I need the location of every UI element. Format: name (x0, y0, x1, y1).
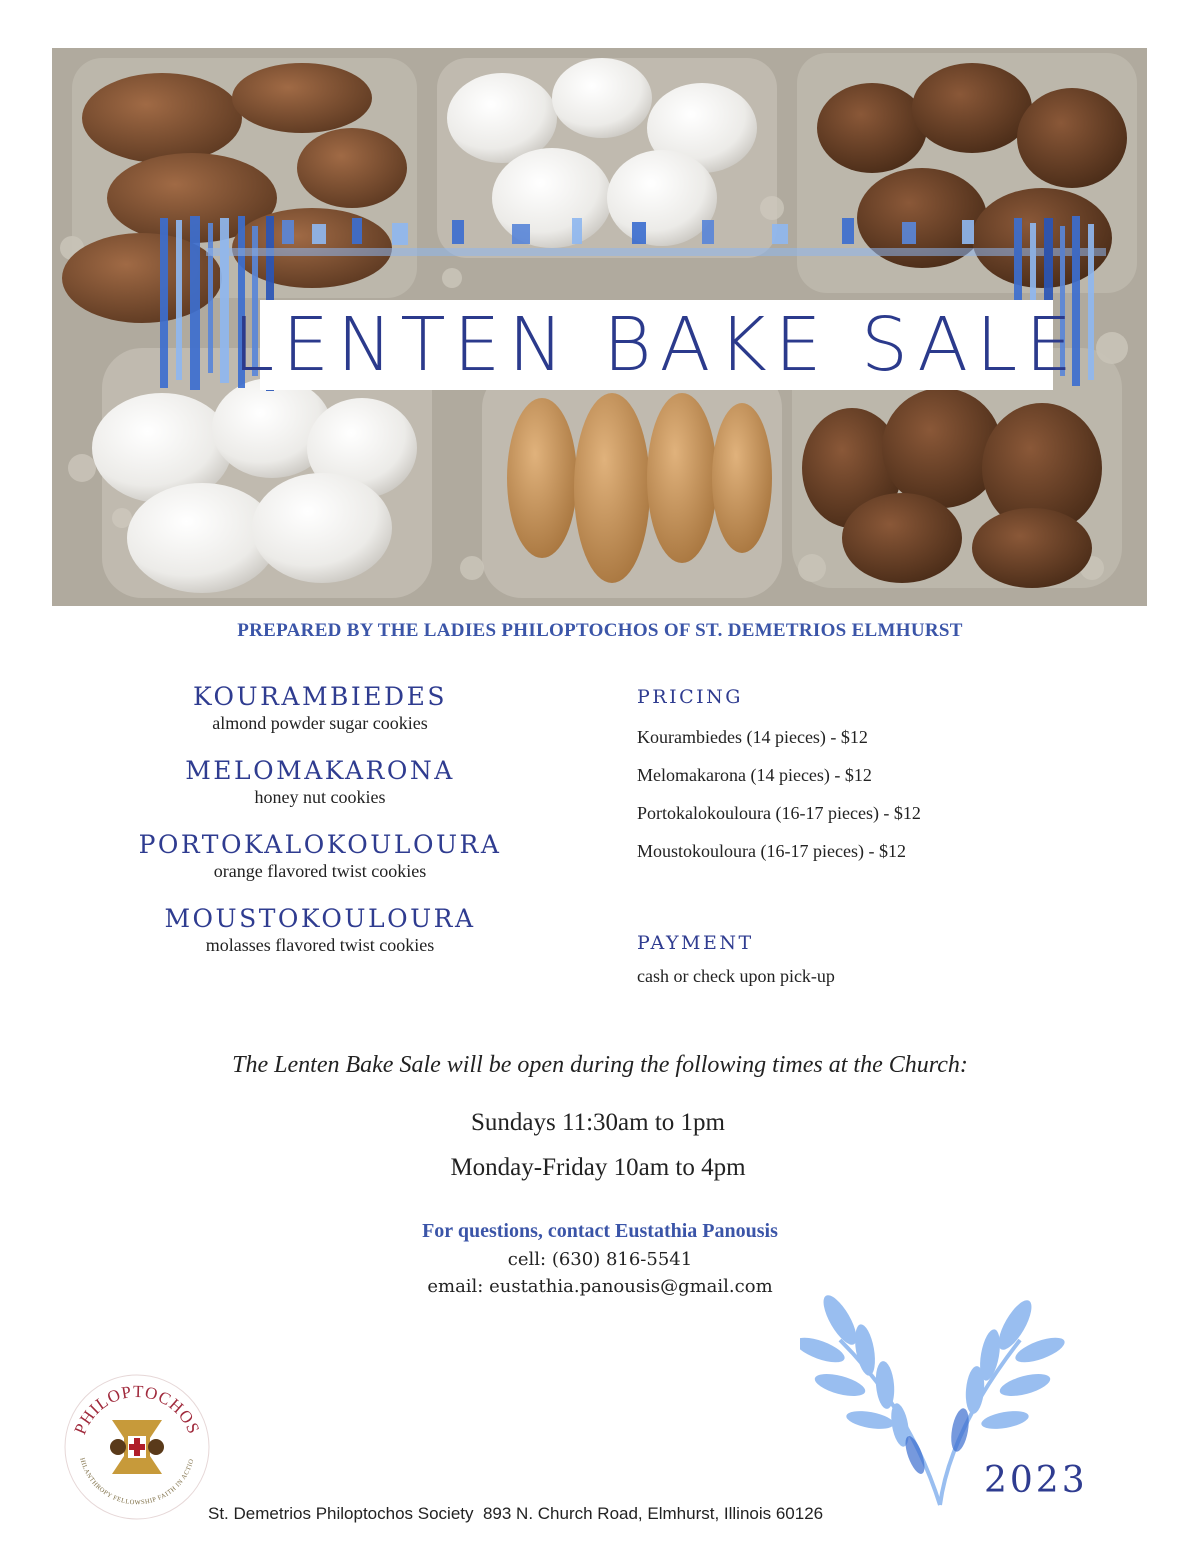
payment-heading: PAYMENT (637, 932, 754, 954)
cookie-description: almond powder sugar cookies (212, 713, 428, 733)
svg-text:PHILOPTOCHOS: PHILOPTOCHOS (70, 1381, 204, 1438)
contact-cell: cell: (630) 816-5541 (507, 1249, 693, 1270)
schedule-intro: The Lenten Bake Sale will be open during the following times at the Church: (232, 1052, 968, 1078)
price-row: Moustokouloura (16-17 pieces) - $12 (637, 841, 906, 861)
hero-photo (52, 48, 1147, 606)
banner-title-box (233, 300, 1081, 390)
schedule-times (0, 1100, 1196, 1190)
cookie-name: MELOMAKARONA (185, 756, 455, 785)
contact-heading: For questions, contact Eustathia Panousis (422, 1220, 778, 1242)
payment-section (637, 928, 835, 987)
cookie-description: molasses flavored twist cookies (205, 935, 435, 955)
philoptochos-logo (62, 1372, 212, 1522)
cookie-item (110, 682, 530, 734)
schedule-time: Sundays 11:30am to 1pm (471, 1109, 725, 1136)
contact-email: email: eustathia.panousis@gmail.com (427, 1276, 773, 1297)
cookie-item (110, 904, 530, 956)
pricing-heading: PRICING (637, 686, 743, 708)
cookie-description: orange flavored twist cookies (213, 861, 427, 881)
banner-title: LENTEN BAKE SALE (233, 302, 1081, 388)
price-row: Kourambiedes (14 pieces) - $12 (637, 727, 868, 747)
price-row: Portokalokouloura (16-17 pieces) - $12 (637, 803, 921, 823)
cookie-name: MOUSTOKOULOURA (164, 904, 476, 933)
payment-text: cash or check upon pick-up (637, 966, 835, 986)
footer-address: St. Demetrios Philoptochos Society 893 N. Church Road, Elmhurst, Illinois 60126 (208, 1504, 824, 1523)
price-row: Melomakarona (14 pieces) - $12 (637, 765, 872, 785)
cookie-name: PORTOKALOKOULOURA (138, 830, 502, 859)
schedule-time: Monday-Friday 10am to 4pm (450, 1154, 746, 1181)
philoptochos-seal-icon (62, 1372, 212, 1522)
pricing-section (637, 682, 1097, 870)
year: 2023 (984, 1460, 1088, 1501)
cookie-item (110, 756, 530, 808)
cookie-list (110, 682, 530, 978)
svg-text:PHILANTHROPY FELLOWSHIP FAITH: HILANTHROPY FELLOWSHIP FAITH IN ACTIO (78, 1457, 196, 1507)
cookie-item (110, 830, 530, 882)
prepared-by-line: PREPARED BY THE LADIES PHILOPTOCHOS OF ST. DEMETRIOS ELMHURST (237, 620, 963, 641)
cookie-description: honey nut cookies (254, 787, 386, 807)
cookie-name: KOURAMBIEDES (193, 682, 447, 711)
